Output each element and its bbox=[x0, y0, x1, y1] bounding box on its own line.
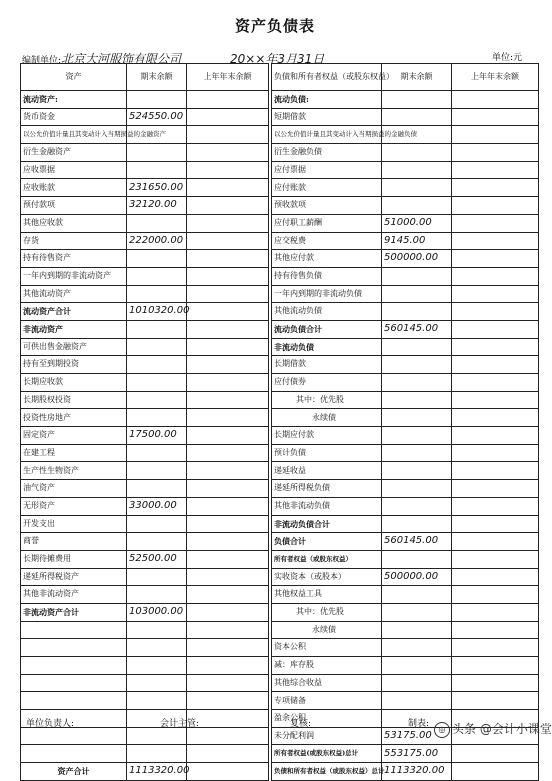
liability-begin-balance bbox=[452, 568, 539, 586]
liability-item-label: 流动负债合计 bbox=[272, 320, 382, 338]
asset-item-label: 生产性生物资产 bbox=[21, 462, 127, 480]
asset-item-label bbox=[21, 639, 127, 657]
liability-begin-balance bbox=[452, 303, 539, 321]
liability-begin-balance bbox=[452, 533, 539, 551]
liability-item-label: 长期借款 bbox=[272, 356, 382, 374]
table-row bbox=[21, 639, 539, 657]
liability-item-label: 流动负债: bbox=[272, 91, 382, 109]
asset-item-label: 可供出售金融资产 bbox=[21, 338, 127, 356]
asset-begin-balance bbox=[187, 727, 269, 745]
asset-item-label bbox=[21, 657, 127, 675]
asset-begin-balance bbox=[187, 214, 269, 232]
asset-begin-balance bbox=[187, 427, 269, 445]
liability-item-label: 应交税费 bbox=[272, 232, 382, 250]
asset-item-label: 货币资金 bbox=[21, 108, 127, 126]
table-row bbox=[21, 515, 539, 533]
asset-item-label bbox=[21, 621, 127, 639]
asset-end-balance bbox=[127, 161, 187, 179]
table-row bbox=[21, 550, 539, 568]
asset-begin-balance bbox=[187, 232, 269, 250]
balance-sheet-table bbox=[20, 63, 539, 781]
table-row bbox=[21, 692, 539, 710]
liability-end-balance bbox=[382, 161, 452, 179]
liability-item-label: 所有者权益（或股东权益） bbox=[272, 550, 382, 568]
asset-begin-balance bbox=[187, 674, 269, 692]
asset-end-balance bbox=[127, 214, 187, 232]
asset-begin-balance bbox=[187, 91, 269, 109]
liability-end-balance bbox=[382, 692, 452, 710]
asset-end-balance bbox=[127, 568, 187, 586]
asset-item-label: 长期待摊费用 bbox=[21, 550, 127, 568]
table-row bbox=[21, 356, 539, 374]
liability-begin-balance bbox=[452, 232, 539, 250]
table-row bbox=[21, 603, 539, 621]
asset-begin-balance bbox=[187, 497, 269, 515]
table-row bbox=[21, 179, 539, 197]
asset-begin-balance bbox=[187, 763, 269, 781]
asset-begin-balance bbox=[187, 144, 269, 162]
liability-item-label: 负债和所有者权益（或股东权益）总计 bbox=[272, 763, 382, 781]
liability-item-label: 以公允价值计量且其变动计入当期损益的金融负债 bbox=[272, 126, 382, 144]
footer-supervisor: 会计主管: bbox=[160, 719, 200, 729]
table-row bbox=[21, 391, 539, 409]
table-row bbox=[21, 674, 539, 692]
asset-item-label bbox=[21, 674, 127, 692]
asset-begin-balance bbox=[187, 374, 269, 392]
asset-begin-balance bbox=[187, 657, 269, 675]
table-row bbox=[21, 480, 539, 498]
liability-item-label: 递延收益 bbox=[272, 462, 382, 480]
asset-end-balance bbox=[127, 533, 187, 551]
asset-end-balance: 222000.00 bbox=[127, 232, 187, 250]
table-row bbox=[21, 91, 539, 109]
liability-item-label: 非流动负债合计 bbox=[272, 515, 382, 533]
asset-item-label: 应收账款 bbox=[21, 179, 127, 197]
table-row bbox=[21, 267, 539, 285]
table-row bbox=[21, 197, 539, 215]
liability-item-label: 专项储备 bbox=[272, 692, 382, 710]
asset-end-balance bbox=[127, 480, 187, 498]
asset-item-label: 油气资产 bbox=[21, 480, 127, 498]
liability-end-balance: 500000.00 bbox=[382, 568, 452, 586]
liability-item-label: 永续债 bbox=[272, 621, 382, 639]
asset-end-balance bbox=[127, 320, 187, 338]
liability-end-balance bbox=[382, 391, 452, 409]
asset-item-label: 持有至到期投资 bbox=[21, 356, 127, 374]
asset-begin-balance bbox=[187, 603, 269, 621]
asset-item-label: 非流动资产合计 bbox=[21, 603, 127, 621]
asset-item-label bbox=[21, 727, 127, 745]
watermark-logo-icon: ◎ bbox=[434, 722, 450, 738]
footer-preparer: 制表: bbox=[408, 719, 430, 729]
liability-end-balance bbox=[382, 303, 452, 321]
liability-end-balance bbox=[382, 267, 452, 285]
liability-end-balance bbox=[382, 91, 452, 109]
liability-item-label: 减：库存股 bbox=[272, 657, 382, 675]
col-liability-end: 期末余额 bbox=[382, 64, 452, 91]
asset-begin-balance bbox=[187, 515, 269, 533]
liability-end-balance bbox=[382, 338, 452, 356]
table-row bbox=[21, 533, 539, 551]
liability-end-balance bbox=[382, 657, 452, 675]
asset-item-label: 流动资产合计 bbox=[21, 303, 127, 321]
liability-begin-balance bbox=[452, 497, 539, 515]
asset-end-balance bbox=[127, 586, 187, 604]
asset-end-balance bbox=[127, 462, 187, 480]
liability-end-balance bbox=[382, 674, 452, 692]
liability-begin-balance bbox=[452, 338, 539, 356]
liability-begin-balance bbox=[452, 639, 539, 657]
liability-begin-balance bbox=[452, 214, 539, 232]
liability-end-balance bbox=[382, 179, 452, 197]
table-row bbox=[21, 285, 539, 303]
liability-end-balance: 560145.00 bbox=[382, 320, 452, 338]
asset-begin-balance bbox=[187, 161, 269, 179]
page-title: 资产负债表 bbox=[234, 17, 315, 35]
table-row bbox=[21, 427, 539, 445]
liability-item-label: 衍生金融负债 bbox=[272, 144, 382, 162]
asset-begin-balance bbox=[187, 586, 269, 604]
liability-begin-balance bbox=[452, 621, 539, 639]
liability-item-label: 其他流动负债 bbox=[272, 303, 382, 321]
table-row bbox=[21, 462, 539, 480]
asset-end-balance bbox=[127, 356, 187, 374]
liability-begin-balance bbox=[452, 320, 539, 338]
liability-item-label: 负债合计 bbox=[272, 533, 382, 551]
asset-end-balance: 52500.00 bbox=[127, 550, 187, 568]
col-asset: 资产 bbox=[21, 64, 127, 91]
company-label: 编制单位: bbox=[22, 56, 62, 66]
liability-begin-balance bbox=[452, 603, 539, 621]
liability-item-label: 其他非流动负债 bbox=[272, 497, 382, 515]
asset-begin-balance bbox=[187, 639, 269, 657]
asset-end-balance: 103000.00 bbox=[127, 603, 187, 621]
liability-begin-balance bbox=[452, 586, 539, 604]
asset-item-label: 一年内到期的非流动资产 bbox=[21, 267, 127, 285]
liability-end-balance bbox=[382, 462, 452, 480]
liability-end-balance bbox=[382, 374, 452, 392]
liability-begin-balance bbox=[452, 674, 539, 692]
liability-begin-balance bbox=[452, 374, 539, 392]
asset-begin-balance bbox=[187, 108, 269, 126]
asset-begin-balance bbox=[187, 179, 269, 197]
asset-item-label: 衍生金融资产 bbox=[21, 144, 127, 162]
asset-item-label: 非流动资产 bbox=[21, 320, 127, 338]
asset-item-label: 长期应收款 bbox=[21, 374, 127, 392]
liability-item-label: 盈余公积 bbox=[272, 710, 382, 728]
asset-end-balance: 524550.00 bbox=[127, 108, 187, 126]
asset-begin-balance bbox=[187, 480, 269, 498]
table-row bbox=[21, 497, 539, 515]
liability-item-label: 其中：优先股 bbox=[272, 391, 382, 409]
table-row bbox=[21, 657, 539, 675]
liability-begin-balance bbox=[452, 391, 539, 409]
liability-begin-balance bbox=[452, 267, 539, 285]
liability-end-balance bbox=[382, 515, 452, 533]
asset-begin-balance bbox=[187, 285, 269, 303]
table-row bbox=[21, 338, 539, 356]
table-row bbox=[21, 232, 539, 250]
liability-end-balance: 9145.00 bbox=[382, 232, 452, 250]
liability-end-balance: 560145.00 bbox=[382, 533, 452, 551]
liability-begin-balance bbox=[452, 745, 539, 763]
liability-item-label: 应付票据 bbox=[272, 161, 382, 179]
liability-item-label: 一年内到期的非流动负债 bbox=[272, 285, 382, 303]
table-row bbox=[21, 144, 539, 162]
table-header-row bbox=[21, 64, 539, 91]
liability-begin-balance bbox=[452, 108, 539, 126]
liability-begin-balance bbox=[452, 409, 539, 427]
liability-begin-balance bbox=[452, 126, 539, 144]
liability-begin-balance bbox=[452, 91, 539, 109]
liability-begin-balance bbox=[452, 657, 539, 675]
asset-end-balance bbox=[127, 621, 187, 639]
asset-begin-balance bbox=[187, 267, 269, 285]
asset-end-balance: 33000.00 bbox=[127, 497, 187, 515]
asset-item-label: 在建工程 bbox=[21, 444, 127, 462]
table-row bbox=[21, 763, 539, 781]
table-row bbox=[21, 108, 539, 126]
watermark: ◎ 头条 @会计小课堂 bbox=[432, 720, 552, 738]
liability-item-label: 递延所得税负债 bbox=[272, 480, 382, 498]
asset-begin-balance bbox=[187, 320, 269, 338]
liability-end-balance bbox=[382, 409, 452, 427]
asset-begin-balance bbox=[187, 621, 269, 639]
table-row bbox=[21, 409, 539, 427]
liability-item-label: 其中：优先股 bbox=[272, 603, 382, 621]
liability-begin-balance bbox=[452, 444, 539, 462]
liability-item-label: 长期应付款 bbox=[272, 427, 382, 445]
liability-item-label: 短期借款 bbox=[272, 108, 382, 126]
liability-end-balance bbox=[382, 586, 452, 604]
liability-item-label: 所有者权益(或股东权益)总计 bbox=[272, 745, 382, 763]
asset-begin-balance bbox=[187, 197, 269, 215]
col-liability-begin: 上年年末余额 bbox=[452, 64, 539, 91]
asset-end-balance bbox=[127, 250, 187, 268]
table-row bbox=[21, 444, 539, 462]
table-row bbox=[21, 214, 539, 232]
asset-item-label: 长期股权投资 bbox=[21, 391, 127, 409]
asset-end-balance bbox=[127, 267, 187, 285]
liability-item-label: 未分配利润 bbox=[272, 727, 382, 745]
table-row bbox=[21, 568, 539, 586]
liability-begin-balance bbox=[452, 144, 539, 162]
asset-begin-balance bbox=[187, 250, 269, 268]
asset-end-balance bbox=[127, 144, 187, 162]
liability-item-label: 资本公积 bbox=[272, 639, 382, 657]
liability-item-label: 永续债 bbox=[272, 409, 382, 427]
asset-item-label: 流动资产: bbox=[21, 91, 127, 109]
asset-item-label: 存货 bbox=[21, 232, 127, 250]
liability-begin-balance bbox=[452, 356, 539, 374]
table-row bbox=[21, 374, 539, 392]
asset-begin-balance bbox=[187, 126, 269, 144]
liability-begin-balance bbox=[452, 692, 539, 710]
asset-end-balance: 32120.00 bbox=[127, 197, 187, 215]
liability-item-label: 预计负债 bbox=[272, 444, 382, 462]
table-row bbox=[21, 303, 539, 321]
liability-end-balance bbox=[382, 197, 452, 215]
liability-item-label: 其他应付款 bbox=[272, 250, 382, 268]
asset-end-balance bbox=[127, 639, 187, 657]
liability-end-balance: 53175.00 bbox=[382, 727, 452, 745]
liability-end-balance: 500000.00 bbox=[382, 250, 452, 268]
liability-begin-balance bbox=[452, 250, 539, 268]
liability-item-label: 预收款项 bbox=[272, 197, 382, 215]
asset-end-balance bbox=[127, 338, 187, 356]
liability-begin-balance bbox=[452, 550, 539, 568]
liability-end-balance: 553175.00 bbox=[382, 745, 452, 763]
liability-end-balance bbox=[382, 108, 452, 126]
asset-begin-balance bbox=[187, 356, 269, 374]
asset-item-label: 持有待售资产 bbox=[21, 250, 127, 268]
unit-label: 单位:元 bbox=[492, 53, 523, 63]
liability-begin-balance bbox=[452, 462, 539, 480]
liability-end-balance bbox=[382, 356, 452, 374]
liability-item-label: 其他综合收益 bbox=[272, 674, 382, 692]
asset-item-label: 开发支出 bbox=[21, 515, 127, 533]
liability-end-balance bbox=[382, 144, 452, 162]
asset-item-label: 无形资产 bbox=[21, 497, 127, 515]
asset-begin-balance bbox=[187, 391, 269, 409]
asset-end-balance bbox=[127, 515, 187, 533]
col-asset-begin: 上年年末余额 bbox=[187, 64, 269, 91]
liability-begin-balance bbox=[452, 763, 539, 781]
liability-end-balance: 1113320.00 bbox=[382, 763, 452, 781]
asset-item-label: 固定资产 bbox=[21, 427, 127, 445]
liability-begin-balance bbox=[452, 197, 539, 215]
asset-end-balance bbox=[127, 692, 187, 710]
liability-item-label: 非流动负债 bbox=[272, 338, 382, 356]
liability-item-label: 持有待售负债 bbox=[272, 267, 382, 285]
liability-item-label: 应付债券 bbox=[272, 374, 382, 392]
asset-item-label: 其他流动资产 bbox=[21, 285, 127, 303]
liability-item-label: 应付职工薪酬 bbox=[272, 214, 382, 232]
asset-end-balance: 1113320.00 bbox=[127, 763, 187, 781]
asset-end-balance bbox=[127, 674, 187, 692]
asset-end-balance bbox=[127, 285, 187, 303]
table-row bbox=[21, 320, 539, 338]
liability-end-balance bbox=[382, 480, 452, 498]
asset-item-label: 投资性房地产 bbox=[21, 409, 127, 427]
liability-end-balance bbox=[382, 550, 452, 568]
asset-end-balance: 17500.00 bbox=[127, 427, 187, 445]
asset-end-balance bbox=[127, 409, 187, 427]
footer-reviewer: 复核: bbox=[290, 719, 312, 729]
asset-item-label: 以公允价值计量且其变动计入当期损益的金融资产 bbox=[21, 126, 127, 144]
liability-begin-balance bbox=[452, 427, 539, 445]
report-date: 20××年3月31日 bbox=[230, 52, 325, 66]
liability-end-balance bbox=[382, 427, 452, 445]
asset-end-balance bbox=[127, 727, 187, 745]
asset-item-label: 商誉 bbox=[21, 533, 127, 551]
liability-item-label: 实收资本（或股本） bbox=[272, 568, 382, 586]
table-row bbox=[21, 126, 539, 144]
asset-item-label: 应收票据 bbox=[21, 161, 127, 179]
liability-end-balance bbox=[382, 603, 452, 621]
asset-end-balance bbox=[127, 657, 187, 675]
table-row bbox=[21, 745, 539, 763]
liability-begin-balance bbox=[452, 179, 539, 197]
table-row bbox=[21, 161, 539, 179]
liability-end-balance bbox=[382, 497, 452, 515]
asset-end-balance: 1010320.00 bbox=[127, 303, 187, 321]
asset-end-balance bbox=[127, 391, 187, 409]
asset-begin-balance bbox=[187, 303, 269, 321]
asset-begin-balance bbox=[187, 409, 269, 427]
asset-item-label: 资产合计 bbox=[21, 763, 127, 781]
table-row bbox=[21, 586, 539, 604]
asset-item-label: 递延所得税资产 bbox=[21, 568, 127, 586]
asset-begin-balance bbox=[187, 568, 269, 586]
asset-item-label bbox=[21, 692, 127, 710]
asset-begin-balance bbox=[187, 745, 269, 763]
liability-begin-balance bbox=[452, 161, 539, 179]
liability-begin-balance bbox=[452, 480, 539, 498]
footer-leader: 单位负责人: bbox=[26, 719, 75, 729]
asset-item-label: 预付款项 bbox=[21, 197, 127, 215]
liability-end-balance bbox=[382, 621, 452, 639]
company-name: 北京大河服饰有限公司 bbox=[61, 52, 182, 66]
asset-begin-balance bbox=[187, 692, 269, 710]
col-asset-end: 期末余额 bbox=[127, 64, 187, 91]
asset-end-balance bbox=[127, 91, 187, 109]
asset-begin-balance bbox=[187, 550, 269, 568]
liability-item-label: 应付账款 bbox=[272, 179, 382, 197]
liability-end-balance: 51000.00 bbox=[382, 214, 452, 232]
asset-begin-balance bbox=[187, 462, 269, 480]
liability-end-balance bbox=[382, 444, 452, 462]
asset-item-label bbox=[21, 745, 127, 763]
liability-end-balance bbox=[382, 639, 452, 657]
liability-end-balance bbox=[382, 285, 452, 303]
asset-begin-balance bbox=[187, 338, 269, 356]
asset-end-balance bbox=[127, 745, 187, 763]
table-row bbox=[21, 621, 539, 639]
col-liability: 负债和所有者权益（或股东权益） bbox=[272, 64, 382, 91]
asset-begin-balance bbox=[187, 444, 269, 462]
liability-begin-balance bbox=[452, 285, 539, 303]
asset-end-balance bbox=[127, 374, 187, 392]
asset-end-balance: 231650.00 bbox=[127, 179, 187, 197]
liability-begin-balance bbox=[452, 515, 539, 533]
asset-begin-balance bbox=[187, 533, 269, 551]
asset-end-balance bbox=[127, 444, 187, 462]
liability-item-label: 其他权益工具 bbox=[272, 586, 382, 604]
asset-item-label: 其他非流动资产 bbox=[21, 586, 127, 604]
asset-item-label: 其他应收款 bbox=[21, 214, 127, 232]
table-row bbox=[21, 250, 539, 268]
